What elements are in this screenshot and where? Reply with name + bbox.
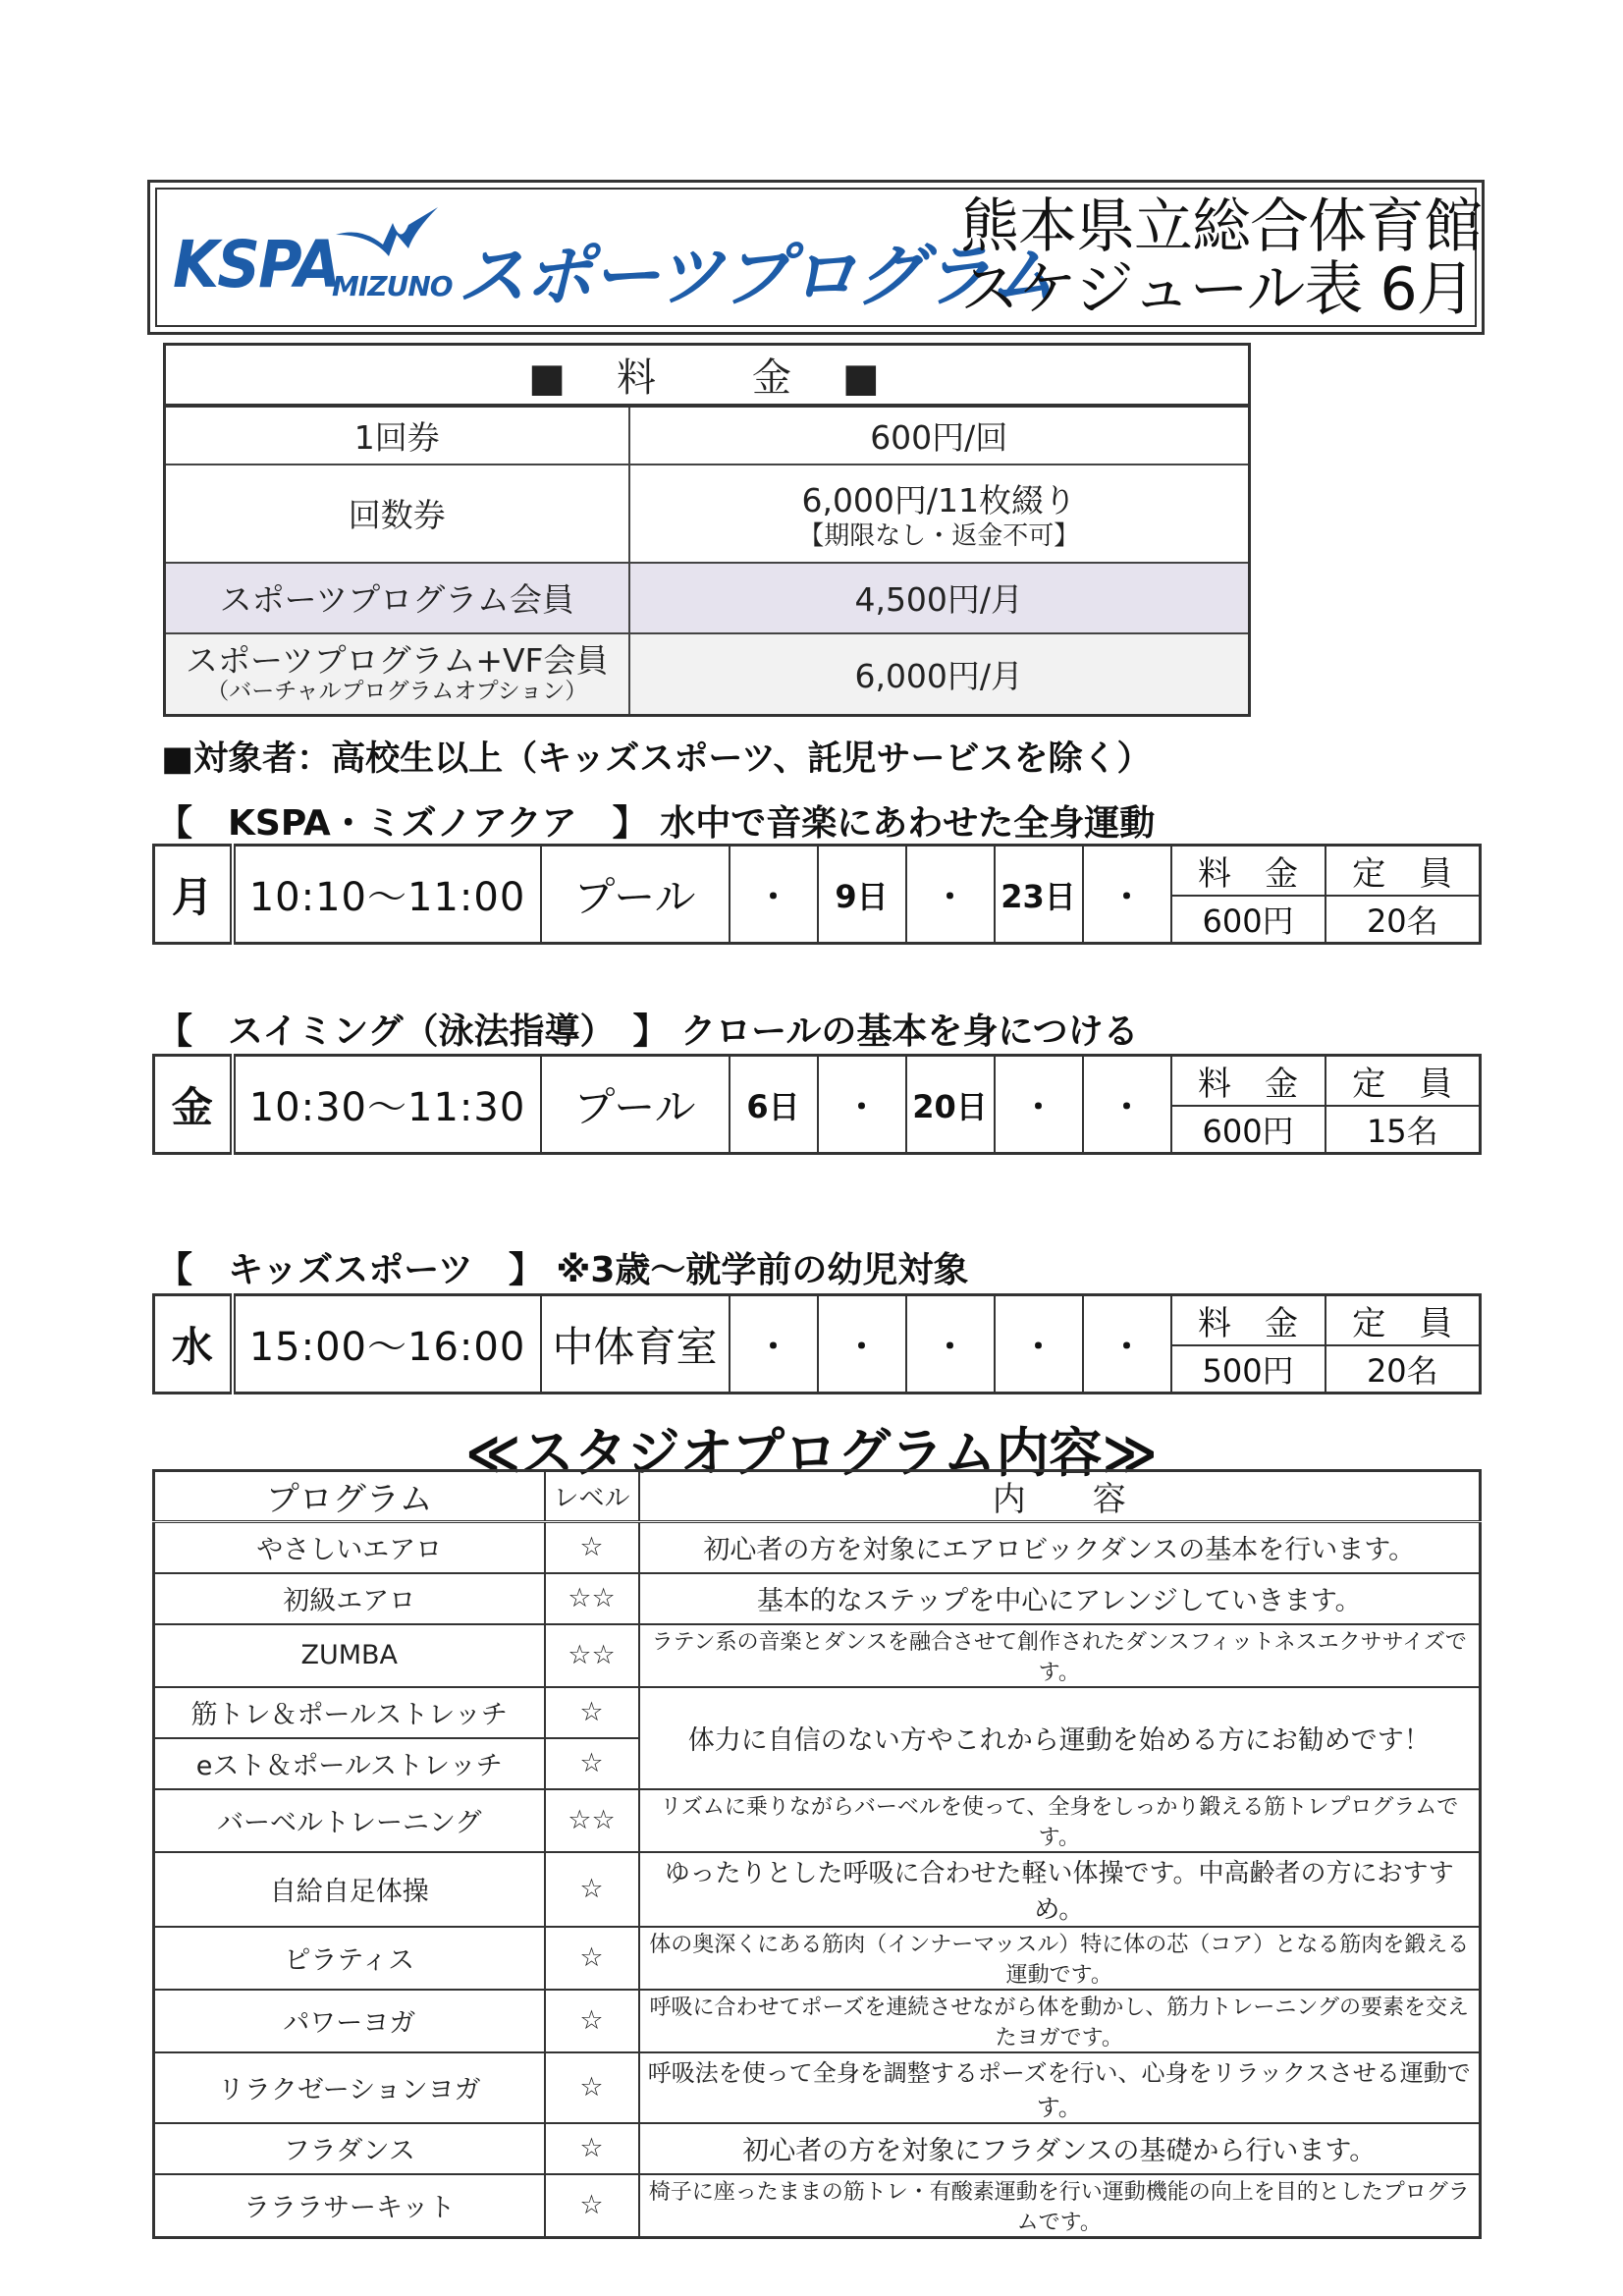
header-level: レベル bbox=[545, 1471, 639, 1522]
fee-value-ticket-main: 6,000円/11枚綴り bbox=[801, 481, 1077, 519]
schedule-day: 水 bbox=[154, 1295, 233, 1394]
schedule-heading-swimming: 【 スイミング（泳法指導） 】 クロールの基本を身につける bbox=[157, 1011, 1139, 1052]
fee-table-title: ■ 料 金 ■ bbox=[165, 345, 1250, 406]
schedule-slot: ・ bbox=[906, 1295, 995, 1394]
schedule-heading-kids: 【 キッズスポーツ 】 ※3歳～就学前の幼児対象 bbox=[157, 1250, 969, 1290]
program-desc: 初心者の方を対象にエアロビックダンスの基本を行います。 bbox=[639, 1522, 1481, 1573]
program-level: ☆ bbox=[545, 2052, 639, 2123]
schedule-table-swimming bbox=[152, 1054, 1482, 1155]
schedule-capacity: 15名 bbox=[1325, 1106, 1481, 1154]
fee-value-vf-member: 6,000円/月 bbox=[629, 633, 1250, 716]
fee-label-vf-main: スポーツプログラム+VF会員 bbox=[185, 641, 609, 681]
program-name: 自給自足体操 bbox=[154, 1852, 545, 1927]
schedule-place: プール bbox=[541, 1056, 730, 1154]
title-line-2: スケジュール表 6月 bbox=[960, 255, 1475, 324]
program-name: ラララサーキット bbox=[154, 2174, 545, 2238]
fee-header: 料 金 bbox=[1171, 1295, 1325, 1346]
fee-label-vf-member bbox=[165, 633, 629, 716]
fee-table bbox=[163, 343, 1251, 717]
program-desc: 椅子に座ったままの筋トレ・有酸素運動を行い運動機能の向上を目的としたプログラムです。 bbox=[639, 2174, 1481, 2238]
program-level: ☆ bbox=[545, 1738, 639, 1789]
fee-value-ticket bbox=[629, 465, 1250, 563]
schedule-fee: 500円 bbox=[1171, 1345, 1325, 1394]
program-name: リラクゼーションヨガ bbox=[154, 2052, 545, 2123]
program-name: パワーヨガ bbox=[154, 1990, 545, 2052]
schedule-slot: 6日 bbox=[730, 1056, 818, 1154]
schedule-place: 中体育室 bbox=[541, 1295, 730, 1394]
schedule-slot: ・ bbox=[1083, 846, 1171, 944]
schedule-slot: ・ bbox=[730, 1295, 818, 1394]
program-name: ZUMBA bbox=[154, 1624, 545, 1687]
program-desc: 初心者の方を対象にフラダンスの基礎から行います。 bbox=[639, 2123, 1481, 2174]
schedule-slot: ・ bbox=[730, 846, 818, 944]
header-banner bbox=[147, 180, 1485, 335]
fee-header: 料 金 bbox=[1171, 1056, 1325, 1107]
program-name: 筋トレ＆ポールストレッチ bbox=[154, 1687, 545, 1738]
schedule-slot: ・ bbox=[818, 1056, 906, 1154]
title-line-1: 熊本県立総合体育館 bbox=[960, 192, 1482, 261]
schedule-table-aqua bbox=[152, 844, 1482, 945]
fee-header: 料 金 bbox=[1171, 846, 1325, 897]
program-level: ☆☆ bbox=[545, 1624, 639, 1687]
program-name: やさしいエアロ bbox=[154, 1522, 545, 1573]
fee-label-ticket: 回数券 bbox=[165, 465, 629, 563]
schedule-slot: ・ bbox=[995, 1295, 1083, 1394]
fee-label-member: スポーツプログラム会員 bbox=[165, 563, 629, 633]
schedule-table-kids bbox=[152, 1293, 1482, 1394]
fee-value-single: 600円/回 bbox=[629, 406, 1250, 465]
program-desc: ゆったりとした呼吸に合わせた軽い体操です。中高齢者の方におすすめ。 bbox=[639, 1852, 1481, 1927]
kspa-logo: KSPA bbox=[173, 227, 340, 302]
page-title bbox=[960, 192, 1482, 324]
program-level: ☆ bbox=[545, 1927, 639, 1990]
program-name: フラダンス bbox=[154, 2123, 545, 2174]
sports-program-logo: スポーツプログラム bbox=[458, 236, 1055, 316]
fee-value-member: 4,500円/月 bbox=[629, 563, 1250, 633]
schedule-place: プール bbox=[541, 846, 730, 944]
schedule-slot: ・ bbox=[818, 1295, 906, 1394]
capacity-header: 定 員 bbox=[1325, 1295, 1481, 1346]
schedule-time: 10:30～11:30 bbox=[233, 1056, 541, 1154]
program-level: ☆ bbox=[545, 1852, 639, 1927]
mizuno-runbird-icon bbox=[332, 205, 440, 264]
program-name: バーベルトレーニング bbox=[154, 1789, 545, 1852]
header-content: 内 容 bbox=[639, 1471, 1481, 1522]
schedule-slot: ・ bbox=[1083, 1056, 1171, 1154]
schedule-capacity: 20名 bbox=[1325, 1345, 1481, 1394]
schedule-fee: 600円 bbox=[1171, 896, 1325, 944]
program-level: ☆ bbox=[545, 1687, 639, 1738]
schedule-time: 15:00～16:00 bbox=[233, 1295, 541, 1394]
header-inner bbox=[155, 188, 1482, 327]
program-level: ☆ bbox=[545, 1990, 639, 2052]
program-level: ☆☆ bbox=[545, 1789, 639, 1852]
program-level: ☆ bbox=[545, 2174, 639, 2238]
schedule-time: 10:10～11:00 bbox=[233, 846, 541, 944]
program-desc: 体の奥深くにある筋肉（インナーマッスル）特に体の芯（コア）となる筋肉を鍛える運動です。 bbox=[639, 1927, 1481, 1990]
program-desc: 基本的なステップを中心にアレンジしていきます。 bbox=[639, 1573, 1481, 1624]
schedule-day: 月 bbox=[154, 846, 233, 944]
program-level: ☆☆ bbox=[545, 1573, 639, 1624]
program-name: ピラティス bbox=[154, 1927, 545, 1990]
program-desc: リズムに乗りながらバーベルを使って、全身をしっかり鍛える筋トレプログラムです。 bbox=[639, 1789, 1481, 1852]
studio-program-title: ≪スタジオプログラム内容≫ bbox=[465, 1422, 1158, 1484]
schedule-heading-aqua: 【 KSPA・ミズノアクア 】 水中で音楽にあわせた全身運動 bbox=[157, 803, 1156, 844]
program-desc: 呼吸に合わせてポーズを連続させながら体を動かし、筋力トレーニングの要素を交えたヨガです。 bbox=[639, 1990, 1481, 2052]
mizuno-logo-text: MIZUNO bbox=[332, 270, 453, 302]
schedule-fee: 600円 bbox=[1171, 1106, 1325, 1154]
fee-label-single: 1回券 bbox=[165, 406, 629, 465]
schedule-slot: ・ bbox=[995, 1056, 1083, 1154]
schedule-slot: 23日 bbox=[995, 846, 1083, 944]
program-name: eスト＆ポールストレッチ bbox=[154, 1738, 545, 1789]
schedule-slot: 20日 bbox=[906, 1056, 995, 1154]
program-desc: ラテン系の音楽とダンスを融合させて創作されたダンスフィットネスエクササイズです。 bbox=[639, 1624, 1481, 1687]
schedule-slot: 9日 bbox=[818, 846, 906, 944]
program-desc: 体力に自信のない方やこれから運動を始める方にお勧めです！ bbox=[639, 1687, 1481, 1789]
fee-label-vf-note: （バーチャルプログラムオプション） bbox=[206, 679, 588, 705]
program-level: ☆ bbox=[545, 2123, 639, 2174]
schedule-day: 金 bbox=[154, 1056, 233, 1154]
capacity-header: 定 員 bbox=[1325, 846, 1481, 897]
capacity-header: 定 員 bbox=[1325, 1056, 1481, 1107]
schedule-slot: ・ bbox=[1083, 1295, 1171, 1394]
studio-program-table bbox=[152, 1469, 1482, 2239]
program-name: 初級エアロ bbox=[154, 1573, 545, 1624]
schedule-capacity: 20名 bbox=[1325, 896, 1481, 944]
target-audience: ■対象者：高校生以上（キッズスポーツ、託児サービスを除く） bbox=[161, 739, 1152, 779]
schedule-slot: ・ bbox=[906, 846, 995, 944]
fee-value-ticket-note: 【期限なし・返金不可】 bbox=[798, 521, 1080, 551]
program-level: ☆ bbox=[545, 1522, 639, 1573]
header-program: プログラム bbox=[154, 1471, 545, 1522]
program-desc: 呼吸法を使って全身を調整するポーズを行い、心身をリラックスさせる運動です。 bbox=[639, 2052, 1481, 2123]
